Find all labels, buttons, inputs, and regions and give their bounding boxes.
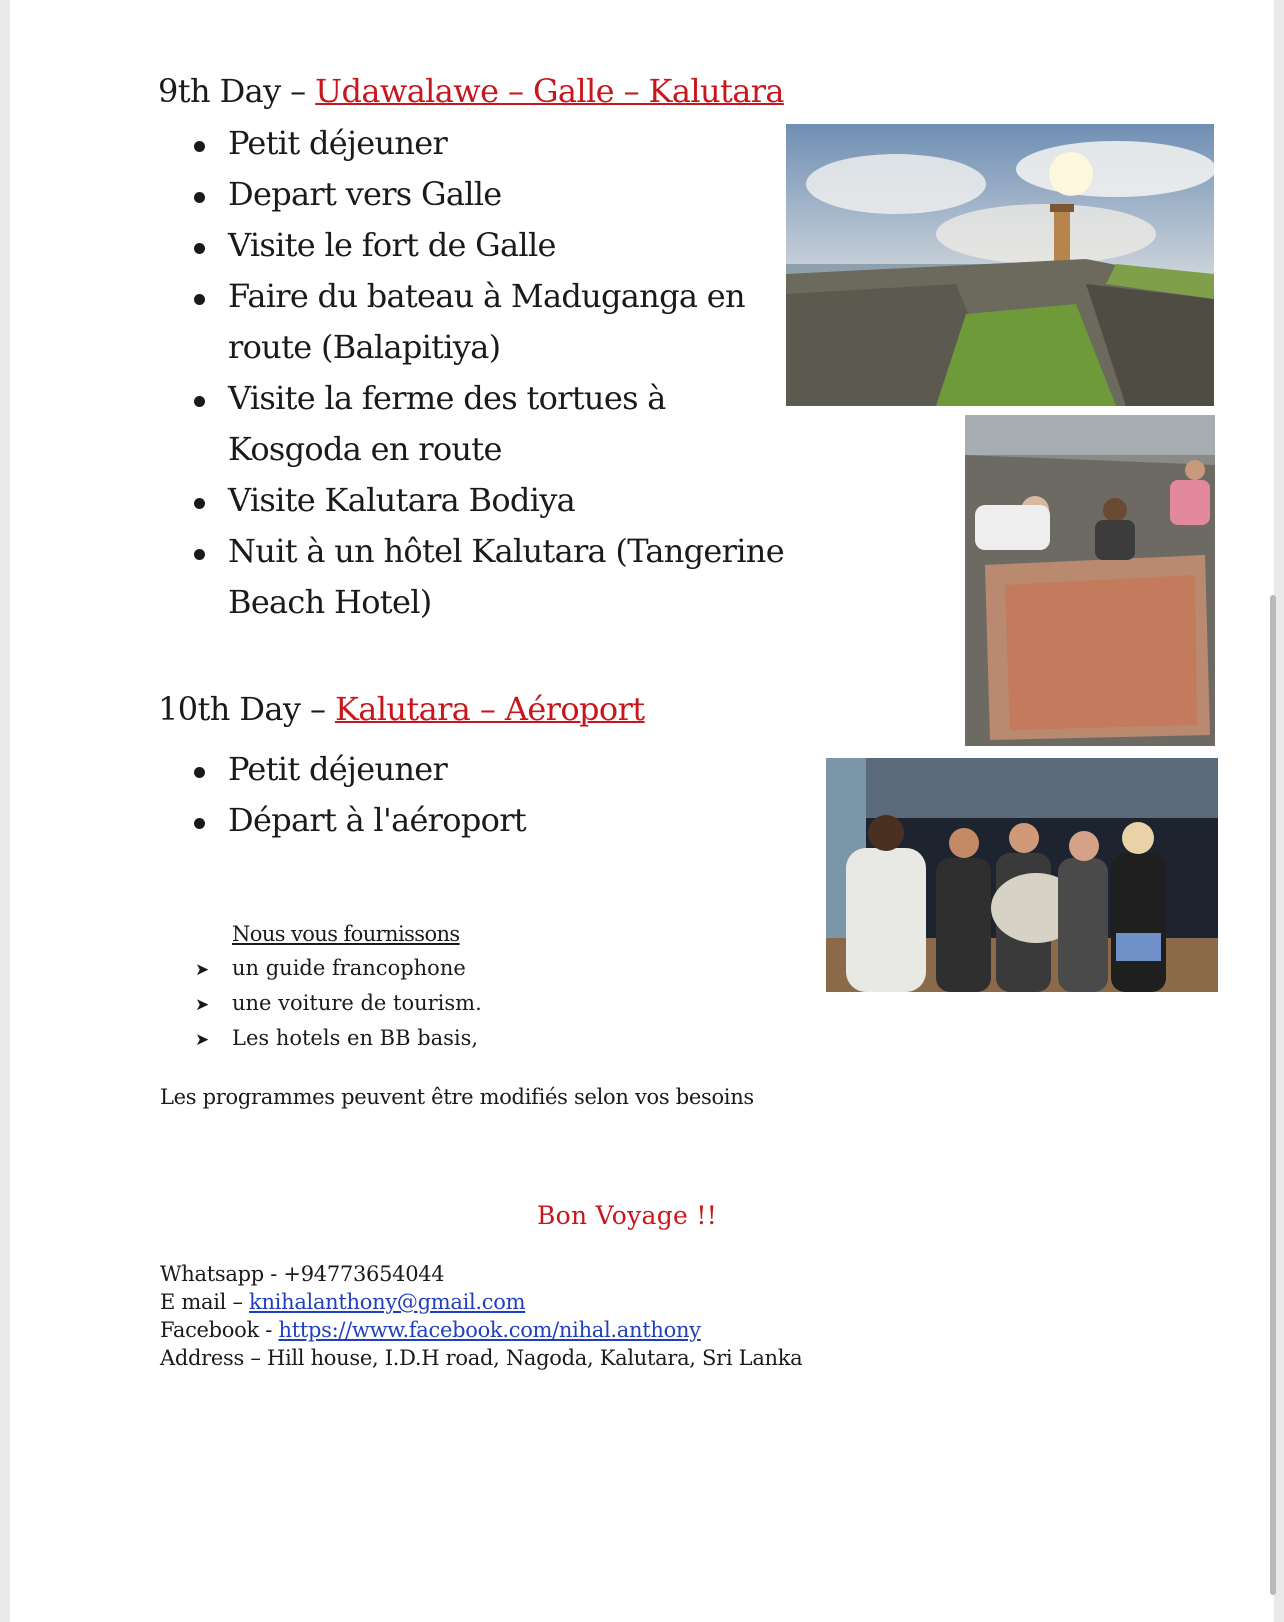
email-label: E mail – <box>160 1290 250 1314</box>
email-link[interactable]: knihalanthony@gmail.com <box>249 1290 526 1314</box>
day10-heading <box>158 690 645 728</box>
list-item: Visite Kalutara Bodiya <box>190 475 750 526</box>
provides-title: Nous vous fournissons <box>232 922 460 946</box>
list-item: Petit déjeuner <box>190 744 690 795</box>
day9-route: Udawalawe – Galle – Kalutara <box>315 72 784 110</box>
day9-list <box>190 118 784 628</box>
contact-block <box>160 1260 802 1372</box>
facebook-link[interactable]: https://www.facebook.com/nihal.anthony <box>278 1318 701 1342</box>
list-item: Faire du bateau à Maduganga en route (Balapitiya) <box>190 271 750 373</box>
list-item: Visite le fort de Galle <box>190 220 750 271</box>
list-item-text: une voiture de tourism. <box>232 991 482 1015</box>
address-text: Hill house, I.D.H road, Nagoda, Kalutara, Sri Lanka <box>266 1346 803 1370</box>
provides-list <box>195 952 482 1057</box>
day10-route: Kalutara – Aéroport <box>334 690 645 728</box>
list-item: Nuit à un hôtel Kalutara (Tangerine Beach Hotel) <box>190 526 888 628</box>
list-item: Petit déjeuner <box>190 118 750 169</box>
facebook-label: Facebook - <box>160 1318 279 1342</box>
farewell-text: Bon Voyage !! <box>537 1201 718 1230</box>
address-label: Address – <box>160 1346 267 1370</box>
group-turtle-photo <box>826 758 1218 992</box>
facebook-line <box>160 1316 802 1344</box>
scrollbar[interactable] <box>1270 595 1276 1595</box>
list-item: Depart vers Galle <box>190 169 750 220</box>
list-item <box>195 987 482 1022</box>
arrow-bullet-icon: ➤ <box>195 1030 210 1050</box>
list-item <box>195 952 482 987</box>
list-item <box>195 1022 482 1057</box>
turtle-farm-photo <box>965 415 1215 746</box>
list-item-text: un guide francophone <box>232 956 466 980</box>
list-item: Visite la ferme des tortues à Kosgoda en route <box>190 373 750 475</box>
program-note: Les programmes peuvent être modifiés selon vos besoins <box>160 1085 754 1109</box>
arrow-bullet-icon: ➤ <box>195 995 210 1015</box>
arrow-bullet-icon: ➤ <box>195 960 210 980</box>
day10-label: 10th Day – <box>158 690 326 728</box>
whatsapp-line <box>160 1260 802 1288</box>
email-line <box>160 1288 802 1316</box>
day10-list <box>190 744 690 846</box>
galle-fort-photo <box>786 124 1214 406</box>
list-item-text: Les hotels en BB basis, <box>232 1026 479 1050</box>
document-page <box>10 0 1274 1622</box>
day9-label: 9th Day – <box>158 72 306 110</box>
address-line <box>160 1344 802 1372</box>
whatsapp-number: +94773654044 <box>283 1262 445 1286</box>
list-item: Départ à l'aéroport <box>190 795 690 846</box>
whatsapp-label: Whatsapp - <box>160 1262 284 1286</box>
day9-heading <box>158 72 784 110</box>
